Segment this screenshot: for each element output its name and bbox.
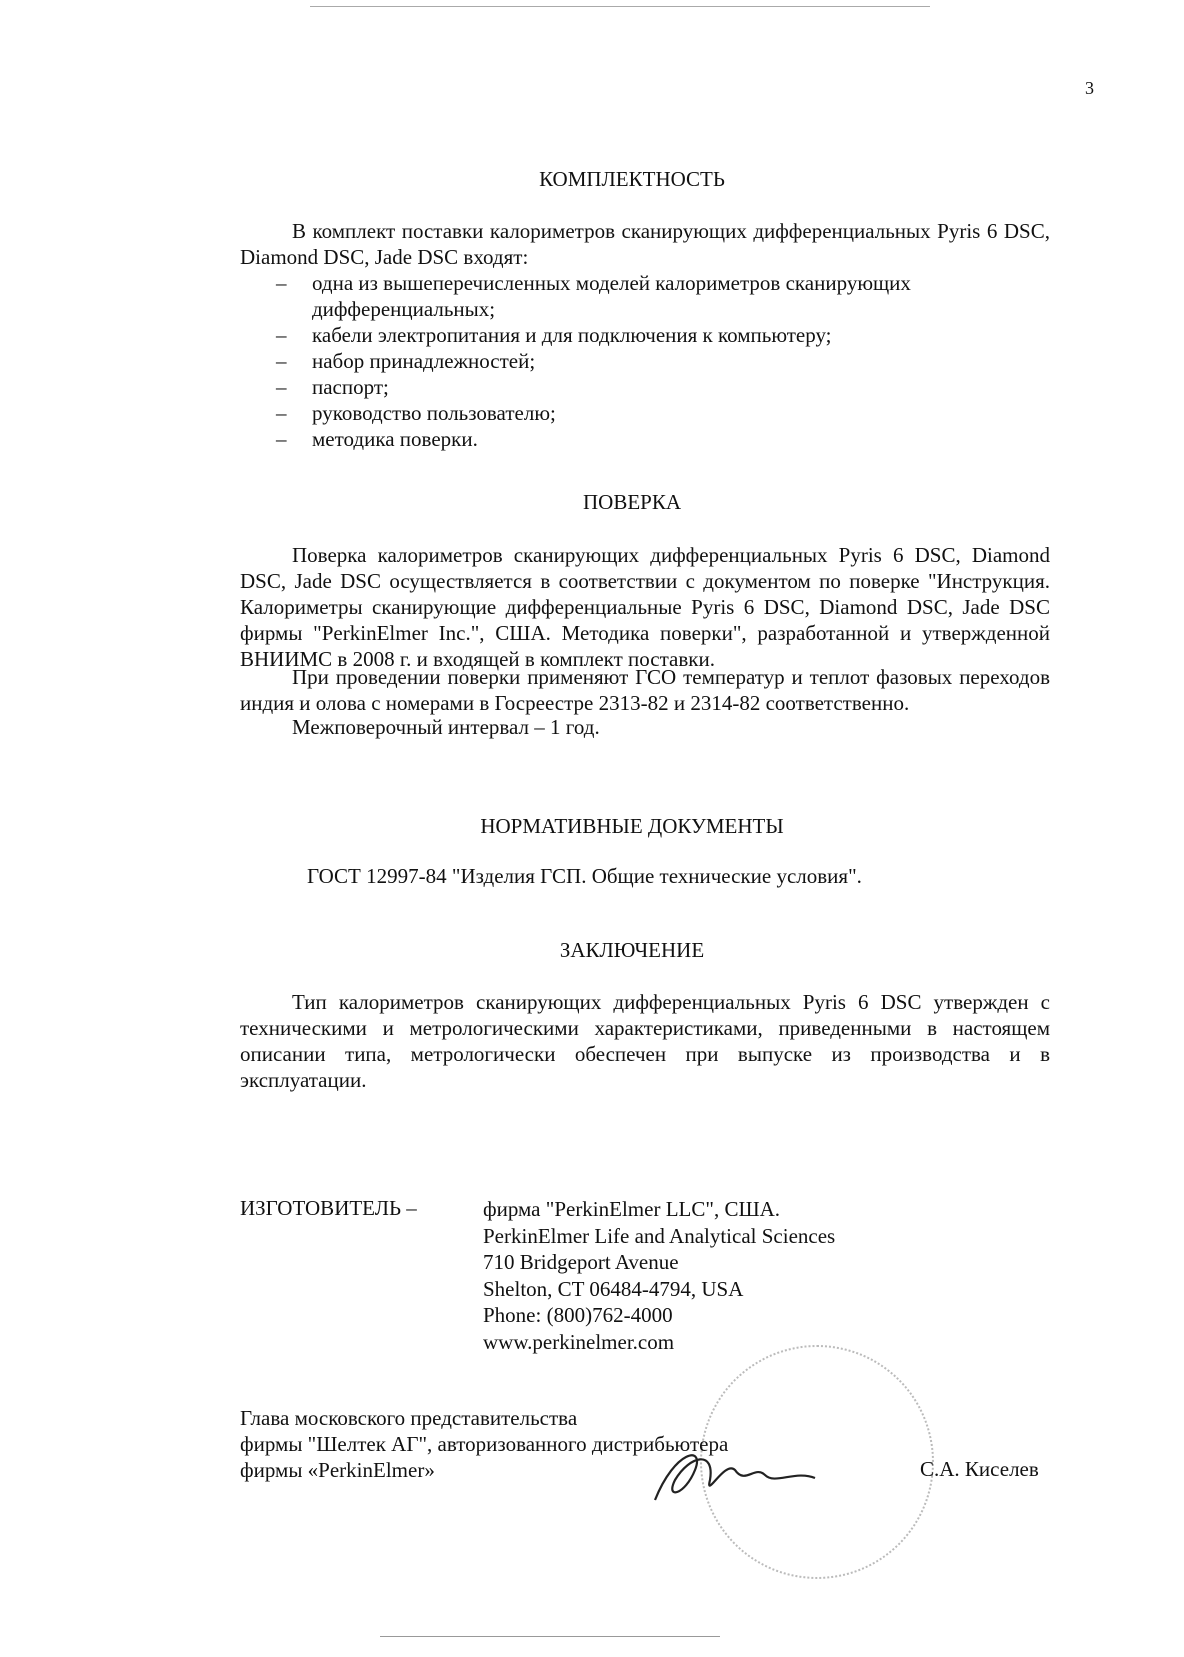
signatory-title <box>240 1405 728 1483</box>
signer-name: С.А. Киселев <box>920 1457 1039 1481</box>
verification-paragraph: Поверка калориметров сканирующих дифференциальных Pyris 6 DSC, Diamond DSC, Jade DSC осуществляется в соответствии с документом по поверке "Инструкция. Калориметры сканирующие дифференциальные Pyris 6 DSC, Diamond DSC, Jade DSC фирмы "PerkinElmer Inc.", США. Методика поверки", разработанной и утвержденной ВНИИМС в 2008 г. и входящей в комплект поставки. <box>240 543 1050 671</box>
page-number: 3 <box>1085 78 1094 98</box>
manufacturer-line: PerkinElmer Life and Analytical Sciences <box>483 1223 836 1248</box>
manufacturer-line: Shelton, CT 06484-4794, USA <box>483 1276 744 1301</box>
manufacturer-label: ИЗГОТОВИТЕЛЬ – <box>240 1196 417 1220</box>
signatory-line: фирмы «PerkinElmer» <box>240 1458 435 1482</box>
verification-interval: Межповерочный интервал – 1 год. <box>292 715 600 739</box>
signatory-line: фирмы "Шелтек АГ", авторизованного дистрибьютера <box>240 1432 729 1456</box>
completeness-list <box>276 270 976 452</box>
manufacturer-phone: Phone: (800)762-4000 <box>483 1303 673 1327</box>
section-title-conclusion: ЗАКЛЮЧЕНИЕ <box>559 938 705 962</box>
conclusion-text: Тип калориметров сканирующих дифференциальных Pyris 6 DSC утвержден с техническими и метрологическими характеристиками, приведенными в настоящем описании типа, метрологически обеспечен при выпуске из производства и в эксплуатации. <box>240 990 1050 1092</box>
manufacturer-address <box>483 1196 835 1355</box>
scan-artifact-top <box>310 6 930 7</box>
manufacturer-line: 710 Bridgeport Avenue <box>483 1250 679 1274</box>
normative-text: ГОСТ 12997-84 "Изделия ГСП. Общие технические условия". <box>307 864 862 888</box>
completeness-intro: В комплект поставки калориметров сканирующих дифференциальных Pyris 6 DSC, Diamond DSC, Jade DSC входят: <box>240 219 1050 269</box>
list-item: – методика поверки. <box>276 426 976 452</box>
section-title-verification: ПОВЕРКА <box>582 490 682 514</box>
list-item: – набор принадлежностей; <box>276 348 976 374</box>
manufacturer-line: фирма "PerkinElmer LLC", США. <box>483 1197 781 1221</box>
signatory-line: Глава московского представительства <box>240 1406 578 1430</box>
list-item: – паспорт; <box>276 374 976 400</box>
section-title-completeness: КОМПЛЕКТНОСТЬ <box>539 167 725 191</box>
scan-artifact-bottom <box>380 1636 720 1637</box>
list-item: – одна из вышеперечисленных моделей калориметров сканирующих дифференциальных; <box>276 270 976 322</box>
list-item: – руководство пользователю; <box>276 400 976 426</box>
verification-paragraph: При проведении поверки применяют ГСО температур и теплот фазовых переходов индия и олова с номерами в Госреестре 2313-82 и 2314-82 соответственно. <box>240 665 1050 715</box>
manufacturer-website: www.perkinelmer.com <box>483 1329 675 1354</box>
section-title-normative: НОРМАТИВНЫЕ ДОКУМЕНТЫ <box>480 814 784 838</box>
list-item: – кабели электропитания и для подключения к компьютеру; <box>276 322 976 348</box>
